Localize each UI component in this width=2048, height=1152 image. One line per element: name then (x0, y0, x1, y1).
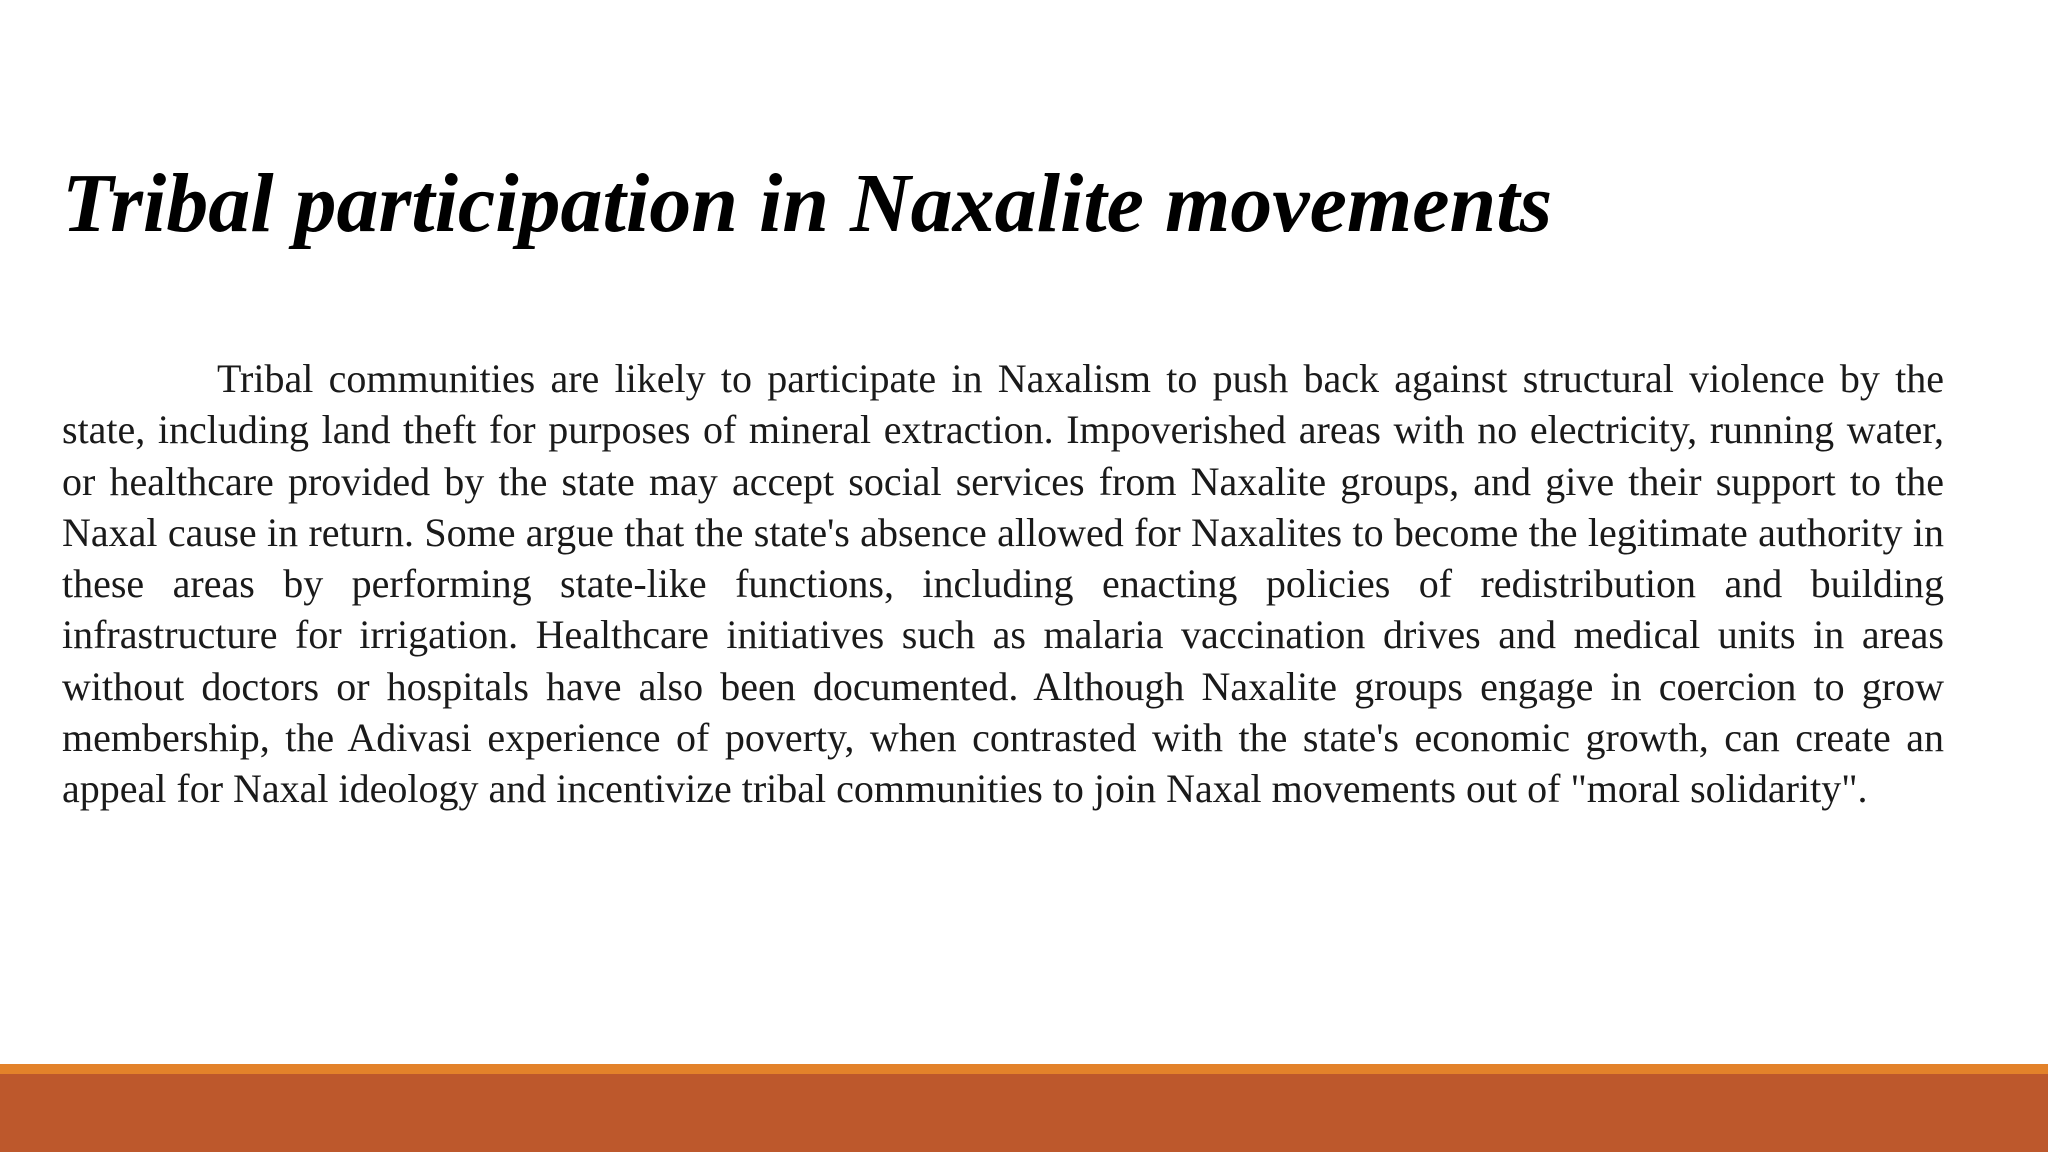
footer-bar (0, 1074, 2048, 1152)
slide-body-paragraph: Tribal communities are likely to participate in Naxalism to push back against structural violence by the state, including land theft for purposes of mineral extraction. Impoverished areas with no electricity, running water, or healthcare provided by the state may accept social services from Naxalite groups, and give their support to the Naxal cause in return. Some argue that the state's absence allowed for Naxalites to become the legitimate authority in these areas by performing state-like functions, including enacting policies of redistribution and building infrastructure for irrigation. Healthcare initiatives such as malaria vaccination drives and medical units in areas without doctors or hospitals have also been documented. Although Naxalite groups engage in coercion to grow membership, the Adivasi experience of poverty, when contrasted with the state's economic growth, can create an appeal for Naxal ideology and incentivize tribal communities to join Naxal movements out of "moral solidarity". (62, 356, 1944, 812)
slide-title: Tribal participation in Naxalite movements (62, 157, 1553, 250)
footer-accent-line (0, 1064, 2048, 1074)
